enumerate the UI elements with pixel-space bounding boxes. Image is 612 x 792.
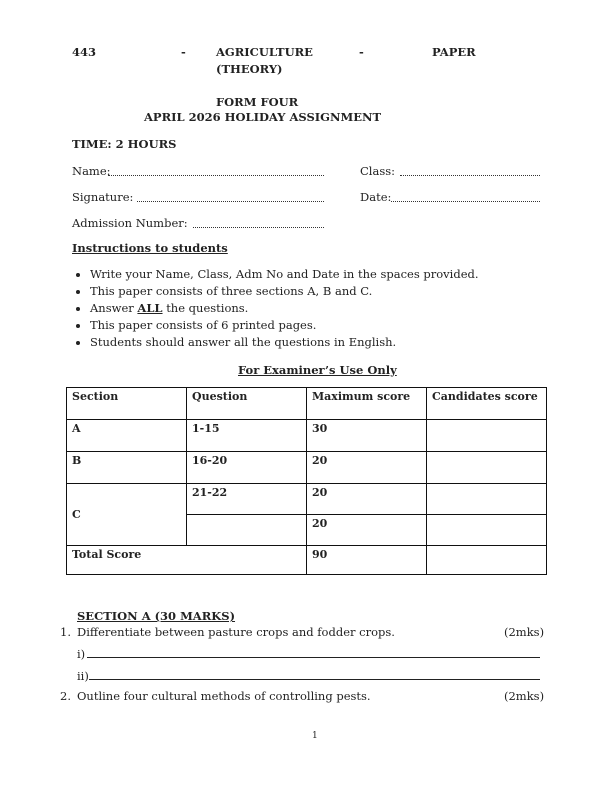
form-label: FORM FOUR [216, 95, 299, 109]
candidate-score-cell[interactable] [427, 420, 547, 452]
answer-line[interactable] [87, 657, 540, 658]
section-a-title: SECTION A (30 MARKS) [77, 609, 236, 623]
date-field[interactable] [391, 191, 540, 202]
admission-field[interactable] [193, 217, 324, 228]
question-number: 1. [60, 625, 71, 639]
question-text: Differentiate between pasture crops and fodder crops. [77, 625, 395, 639]
examiner-table-title: For Examiner’s Use Only [238, 363, 397, 377]
separator: - [359, 45, 364, 59]
candidate-score-cell[interactable] [427, 484, 547, 515]
admission-label: Admission Number: [72, 216, 188, 230]
answer-label: i) [77, 647, 86, 661]
question-number: 2. [60, 689, 71, 703]
total-row: Total Score 90 [67, 546, 547, 575]
table-row: B 16-20 20 [67, 452, 547, 484]
instructions-title: Instructions to students [72, 241, 228, 255]
question-text: Outline four cultural methods of controlling pests. [77, 689, 371, 703]
header-cell: Maximum score [307, 388, 427, 420]
subject-subtitle: (THEORY) [216, 62, 283, 76]
paper-label: PAPER [432, 45, 476, 59]
header-cell: Question [187, 388, 307, 420]
header-cell: Section [67, 388, 187, 420]
emphasis-all: ALL [137, 301, 163, 315]
candidate-total-cell[interactable] [427, 546, 547, 575]
table-header-row [67, 388, 547, 420]
paper-code: 443 [72, 45, 97, 59]
name-label: Name: [72, 164, 111, 178]
candidate-score-cell[interactable] [427, 515, 547, 546]
instruction-item: • Students should answer all the questions in English. [90, 334, 479, 351]
time-label: TIME: 2 HOURS [72, 137, 177, 151]
examiner-score-table [66, 387, 547, 575]
question-marks: (2mks) [504, 689, 545, 703]
table-row: 20 [67, 515, 547, 546]
table-row: A 1-15 30 [67, 420, 547, 452]
class-label: Class: [360, 164, 396, 178]
answer-line[interactable] [89, 679, 540, 680]
instructions-list [72, 266, 479, 351]
instruction-item: • Write your Name, Class, Adm No and Date in the spaces provided. [90, 266, 479, 283]
question-marks: (2mks) [504, 625, 545, 639]
assignment-title: APRIL 2026 HOLIDAY ASSIGNMENT [144, 110, 382, 124]
signature-label: Signature: [72, 190, 134, 204]
instruction-item: • This paper consists of three sections A, B and C. [90, 283, 479, 300]
instruction-item: • This paper consists of 6 printed pages. [90, 317, 479, 334]
page-number: 1 [312, 731, 318, 741]
header-cell: Candidates score [427, 388, 547, 420]
instruction-item: • Answer ALL the questions. [90, 300, 479, 317]
table-row: C 21-22 20 [67, 484, 547, 515]
date-label: Date: [360, 190, 392, 204]
subject-title: AGRICULTURE [216, 45, 313, 59]
answer-label: ii) [77, 669, 89, 683]
name-field[interactable] [108, 165, 324, 176]
candidate-score-cell[interactable] [427, 452, 547, 484]
separator: - [181, 45, 186, 59]
signature-field[interactable] [137, 191, 324, 202]
class-field[interactable] [400, 165, 540, 176]
